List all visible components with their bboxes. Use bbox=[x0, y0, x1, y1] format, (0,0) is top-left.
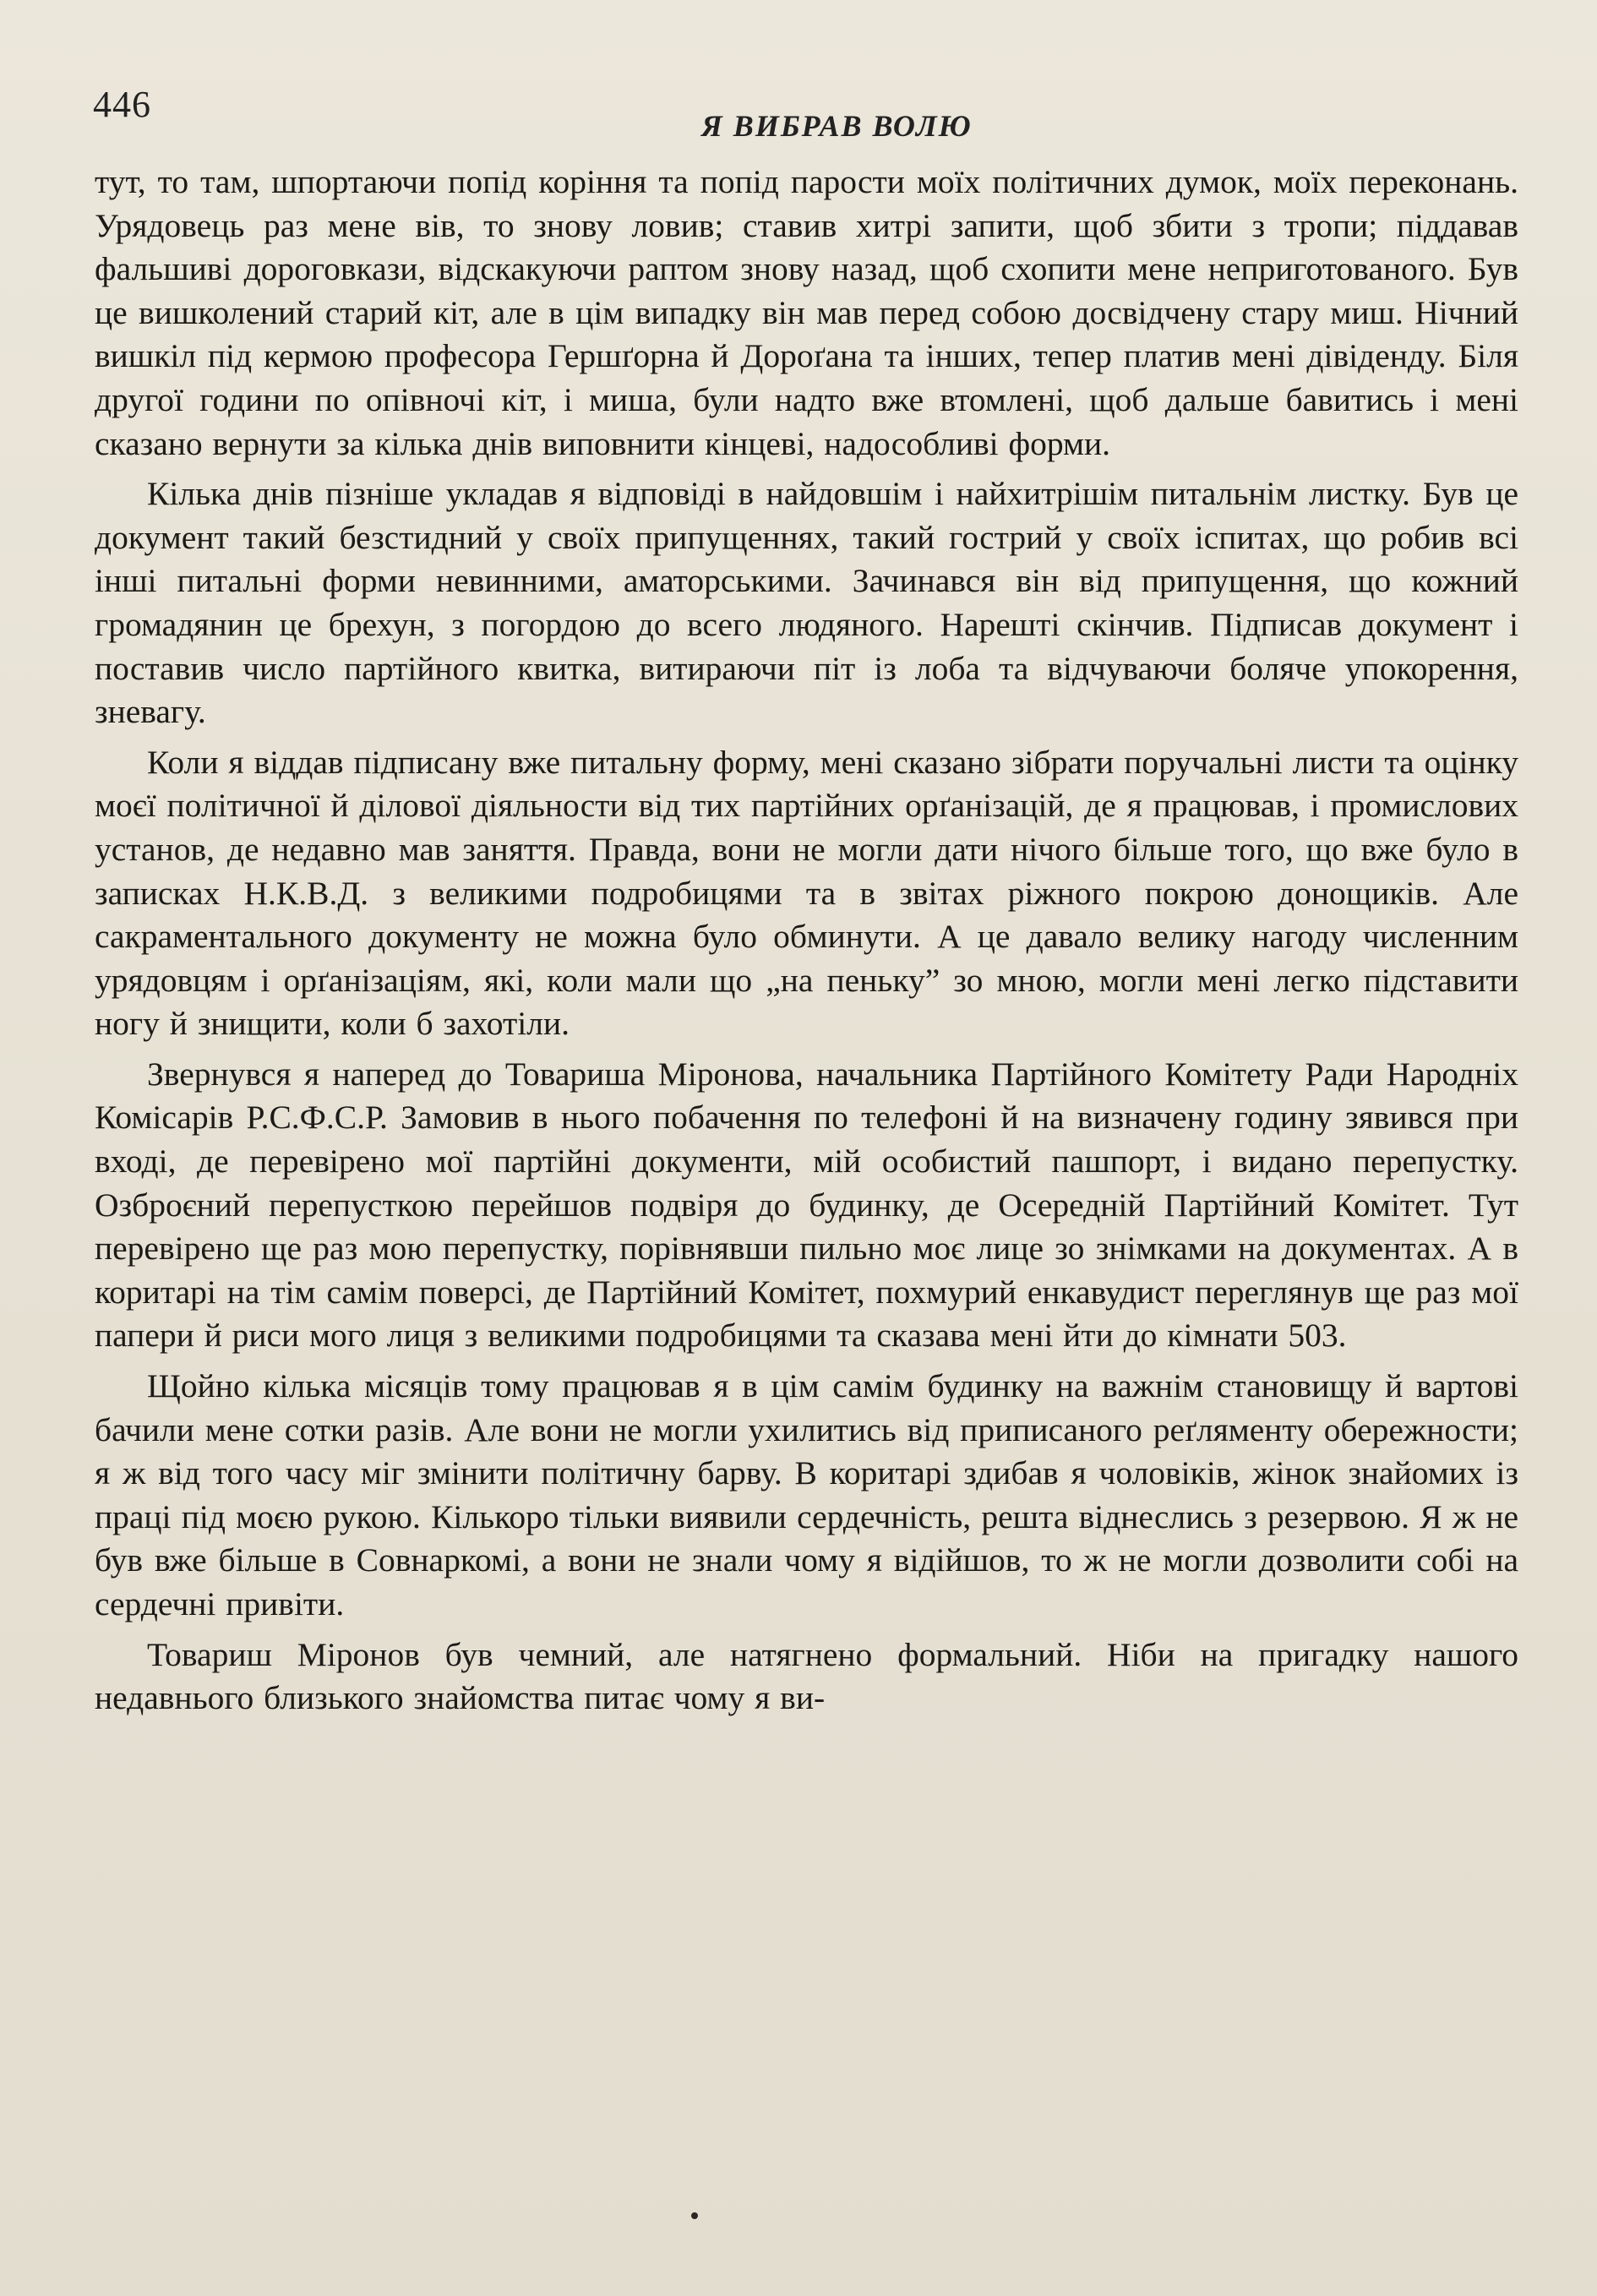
paragraph-3: Коли я віддав підписану вже питальну форму, мені сказано зібрати поручальні листи та оцінку моєї політичної й ділової діяльности від тих партійних орґанізацій, де я працював, і промислових установ, де недавно мав заняття. Правда, вони не могли дати нічого більше того, що вже було в записках Н.К.В.Д. з великими подробицями та в звітах ріжного покрою донощиків. Але сакраментального документу не можна було обминути. А це давало велику нагоду численним урядовцям і орґанізаціям, які, коли мали що „на пеньку” зо мною, могли мені легко підставити ногу й знищити, коли б захотіли. bbox=[95, 743, 1518, 1043]
paragraph-4: Звернувся я наперед до Товариша Міронова, начальника Партійного Комітету Ради Народніх Комісарів Р.С.Ф.С.Р. Замовив в нього побачення по телефоні й на визначену годину зявився при вході, де перевірено мої партійні документи, мій особистий пашпорт, і видано перепустку. Озброєний перепусткою перейшов подвіря до будинку, де Осередній Партійний Комітет. Тут перевірено ще раз мою перепустку, порівнявши пильно моє лице зо знімками на документах. А в коритарі на тім самім поверсі, де Партійний Комітет, похмурий енкавудист переглянув ще раз мої папери й риси мого лиця з великими подробицями та сказава мені йти до кімнати 503. bbox=[95, 1055, 1518, 1355]
page-header bbox=[0, 0, 1597, 169]
print-mark-dot bbox=[691, 2212, 698, 2219]
paragraph-5: Щойно кілька місяців тому працював я в цім самім будинку на важнім становищу й вартові бачили мене сотки разів. Але вони не могли ухилитись від приписаного реґляменту обережности; я ж від того часу міг змінити політичну барву. В коритарі здибав я чоловіків, жінок знайомих із праці під моєю рукою. Кількоро тільки виявили сердечність, решта віднеслись з резервою. Я ж не був вже більше в Совнаркомі, а вони не знали чому я відійшов, то ж не могли дозволити собі на сердечні привіти. bbox=[95, 1367, 1518, 1622]
page-number: 446 bbox=[93, 84, 151, 125]
running-title: Я ВИБРАВ ВОЛЮ bbox=[701, 109, 973, 143]
body-text bbox=[95, 161, 1518, 1721]
paragraph-2: Кілька днів пізніше укладав я відповіді в найдовшім і найхитрішім питальнім листку. Був це документ такий безстидний у своїх припущеннях, такий гострий у своїх іспитах, що робив всі інші питальні форми невинними, аматорськими. Зачинався він від припущення, що кожний громадянин це брехун, з погордою до всего людяного. Нарешті скінчив. Підписав документ і поставив число партійного квитка, витираючи піт із лоба та відчуваючи боляче упокорення, зневагу. bbox=[95, 475, 1518, 731]
paragraph-1: тут, то там, шпортаючи попід коріння та попід парости моїх політичних думок, моїх переконань. Урядовець раз мене вів, то знову ловив; ставив хитрі запити, щоб збити з тропи; піддавав фальшиві дороговкази, відскакуючи раптом знову назад, щоб схопити мене неприготованого. Був це вишколений старий кіт, але в цім випадку він мав перед собою досвідчену стару миш. Нічний вишкіл під кермою професора Гершґорна й Дороґана та інших, тепер платив мені дівіденду. Біля другої години по опівночі кіт, і миша, були надто вже втомлені, щоб дальше бавитись і мені сказано вернути за кілька днів виповнити кінцеві, надособливі форми. bbox=[95, 163, 1518, 462]
paragraph-6: Товариш Міронов був чемний, але натягнено формальний. Ніби на пригадку нашого недавнього близького знайомства питає чому я ви- bbox=[95, 1635, 1518, 1717]
